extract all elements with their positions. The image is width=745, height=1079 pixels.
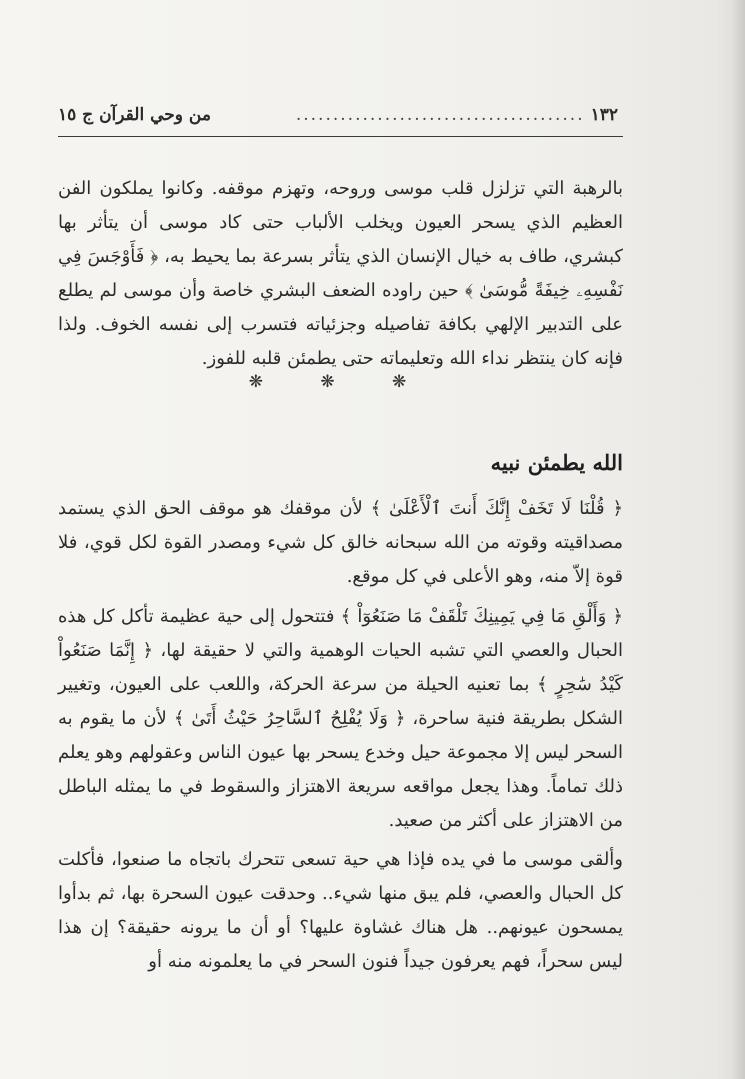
paragraph-4-text: وألقى موسى ما في يده فإذا هي حية تسعى تتحرك باتجاه ما صنعوا، فأكلت كل الحبال والعصي، فلم يبق منها شيء.. وحدقت عيون السحرة بها، ثم بدأوا يمسحون عيونهم.. هل هناك غشاوة عليها؟ أو أن ما يرونه حقيقة؟ إن هذا ليس سحراً، فهم يعرفون جيداً فنون السحر في ما يعلمونه منه أو bbox=[58, 849, 623, 972]
page-edge-shadow bbox=[731, 0, 745, 1079]
paragraph-2 bbox=[58, 492, 623, 594]
paragraph-1 bbox=[58, 172, 623, 376]
running-title: من وحي القرآن ج ١٥ bbox=[58, 105, 211, 125]
paragraph-3 bbox=[58, 600, 623, 838]
header-leader-dots: ....................................... bbox=[295, 105, 585, 125]
paragraph-3-text: ﴿ وَأَلْقِ مَا فِي يَمِينِكَ تَلْقَفْ مَا صَنَعُوٓاْ ﴾ فتتحول إلى حية عظيمة تأكل كل هذه الحبال والعصي التي تشبه الحيات الوهمية والتي لا حقيقة لها، ﴿ إِنَّمَا صَنَعُواْ كَيْدُ سَٰحِرٍ ﴾ بما تعنيه الحيلة من سرعة الحركة، واللعب على العيون، وتغيير الشكل بطريقة فنية ساحرة، ﴿ وَلَا يُفْلِحُ ٱلسَّاحِرُ حَيْثُ أَتَىٰ ﴾ لأن ما يقوم به السحر ليس إلا مجموعة حيل وخدع يسحر بها عيون الناس وعقولهم وهو يعلم ذلك تماماً. وهذا يجعل مواقعه سريعة الاهتزاز والسقوط في ما يمثله الباطل من الاهتزاز على أكثر من صعيد. bbox=[58, 606, 623, 831]
header-rule bbox=[58, 136, 623, 137]
paragraph-4 bbox=[58, 843, 623, 979]
page-number: ١٣٢ bbox=[590, 105, 618, 125]
paragraph-2-text: ﴿ قُلْنَا لَا تَخَفْ إِنَّكَ أَنتَ ٱلْأَعْلَىٰ ﴾ لأن موقفك هو موقف الحق الذي يستمد مصداقيته وقوته من الله سبحانه خالق كل شيء ومصدر القوة لكل قوي، فلا قوة إلاّ منه، وهو الأعلى في كل موقع. bbox=[58, 498, 623, 587]
paragraph-1-text: بالرهبة التي تزلزل قلب موسى وروحه، وتهزم موقفه. وكانوا يملكون الفن العظيم الذي يسحر العيون ويخلب الألباب حتى كاد موسى أن يتأثر بها كبشري، طاف به خيال الإنسان الذي يتأثر بسرعة بما يحيط به، ﴿ فَأَوْجَسَ فِي نَفْسِهِۦ خِيفَةً مُّوسَىٰ ﴾ حين راوده الضعف البشري خاصة وأن موسى لم يطلع على التدبير الإلهي بكافة تفاصيله وجزئياته فتسرب إلى نفسه الخوف. ولذا فإنه كان ينتظر نداء الله وتعليماته حتى يطمئن قلبه للفوز. bbox=[58, 178, 623, 369]
section-title: الله يطمئن نبيه bbox=[490, 450, 623, 475]
page-header bbox=[58, 100, 618, 130]
section-separator: ❋ ❋ ❋ bbox=[248, 372, 433, 392]
